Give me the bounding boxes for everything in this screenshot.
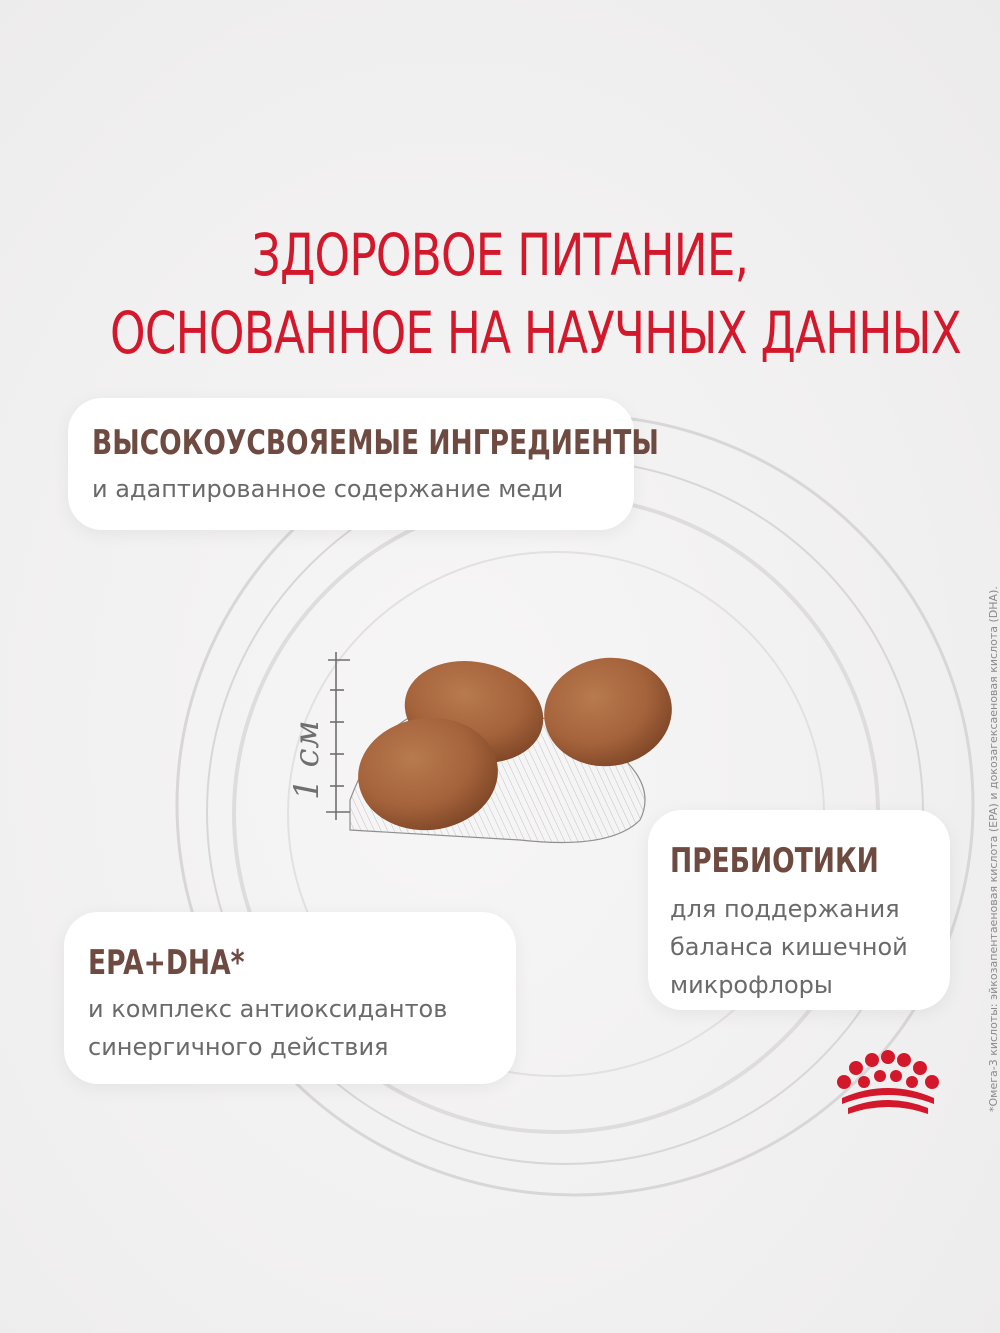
feature-description	[88, 990, 447, 1066]
scale-ruler-icon	[326, 652, 350, 820]
feature-card-prebiotics	[648, 810, 950, 1010]
headline-line-2: ОСНОВАННОЕ НА НАУЧНЫХ ДАННЫХ	[110, 299, 962, 367]
headline-line-1: ЗДОРОВОЕ ПИТАНИЕ,	[251, 221, 749, 289]
feature-card-ingredients	[68, 398, 659, 530]
footnote: *Омега-3 кислоты: эйкозапентаеновая кислота (EPA) и докозагексаеновая кислота (DHA).	[987, 586, 1000, 1112]
feature-description	[670, 890, 908, 1004]
feature-line: и комплекс антиоксидантов	[88, 995, 448, 1023]
feature-description: и адаптированное содержание меди	[92, 475, 564, 503]
feature-title: EPA+DHA*	[88, 943, 245, 983]
scale-label: 1 см	[287, 720, 327, 800]
feature-line: для поддержания	[670, 895, 900, 923]
feature-line: микрофлоры	[670, 971, 833, 999]
feature-card-epa-dha	[64, 912, 516, 1084]
feature-title: ВЫСОКОУСВОЯЕМЫЕ ИНГРЕДИЕНТЫ	[92, 423, 659, 463]
royal-canin-crown-logo-icon	[834, 1048, 942, 1120]
feature-line: баланса кишечной	[670, 933, 908, 961]
feature-title: ПРЕБИОТИКИ	[670, 841, 879, 881]
feature-line: синергичного действия	[88, 1033, 389, 1061]
